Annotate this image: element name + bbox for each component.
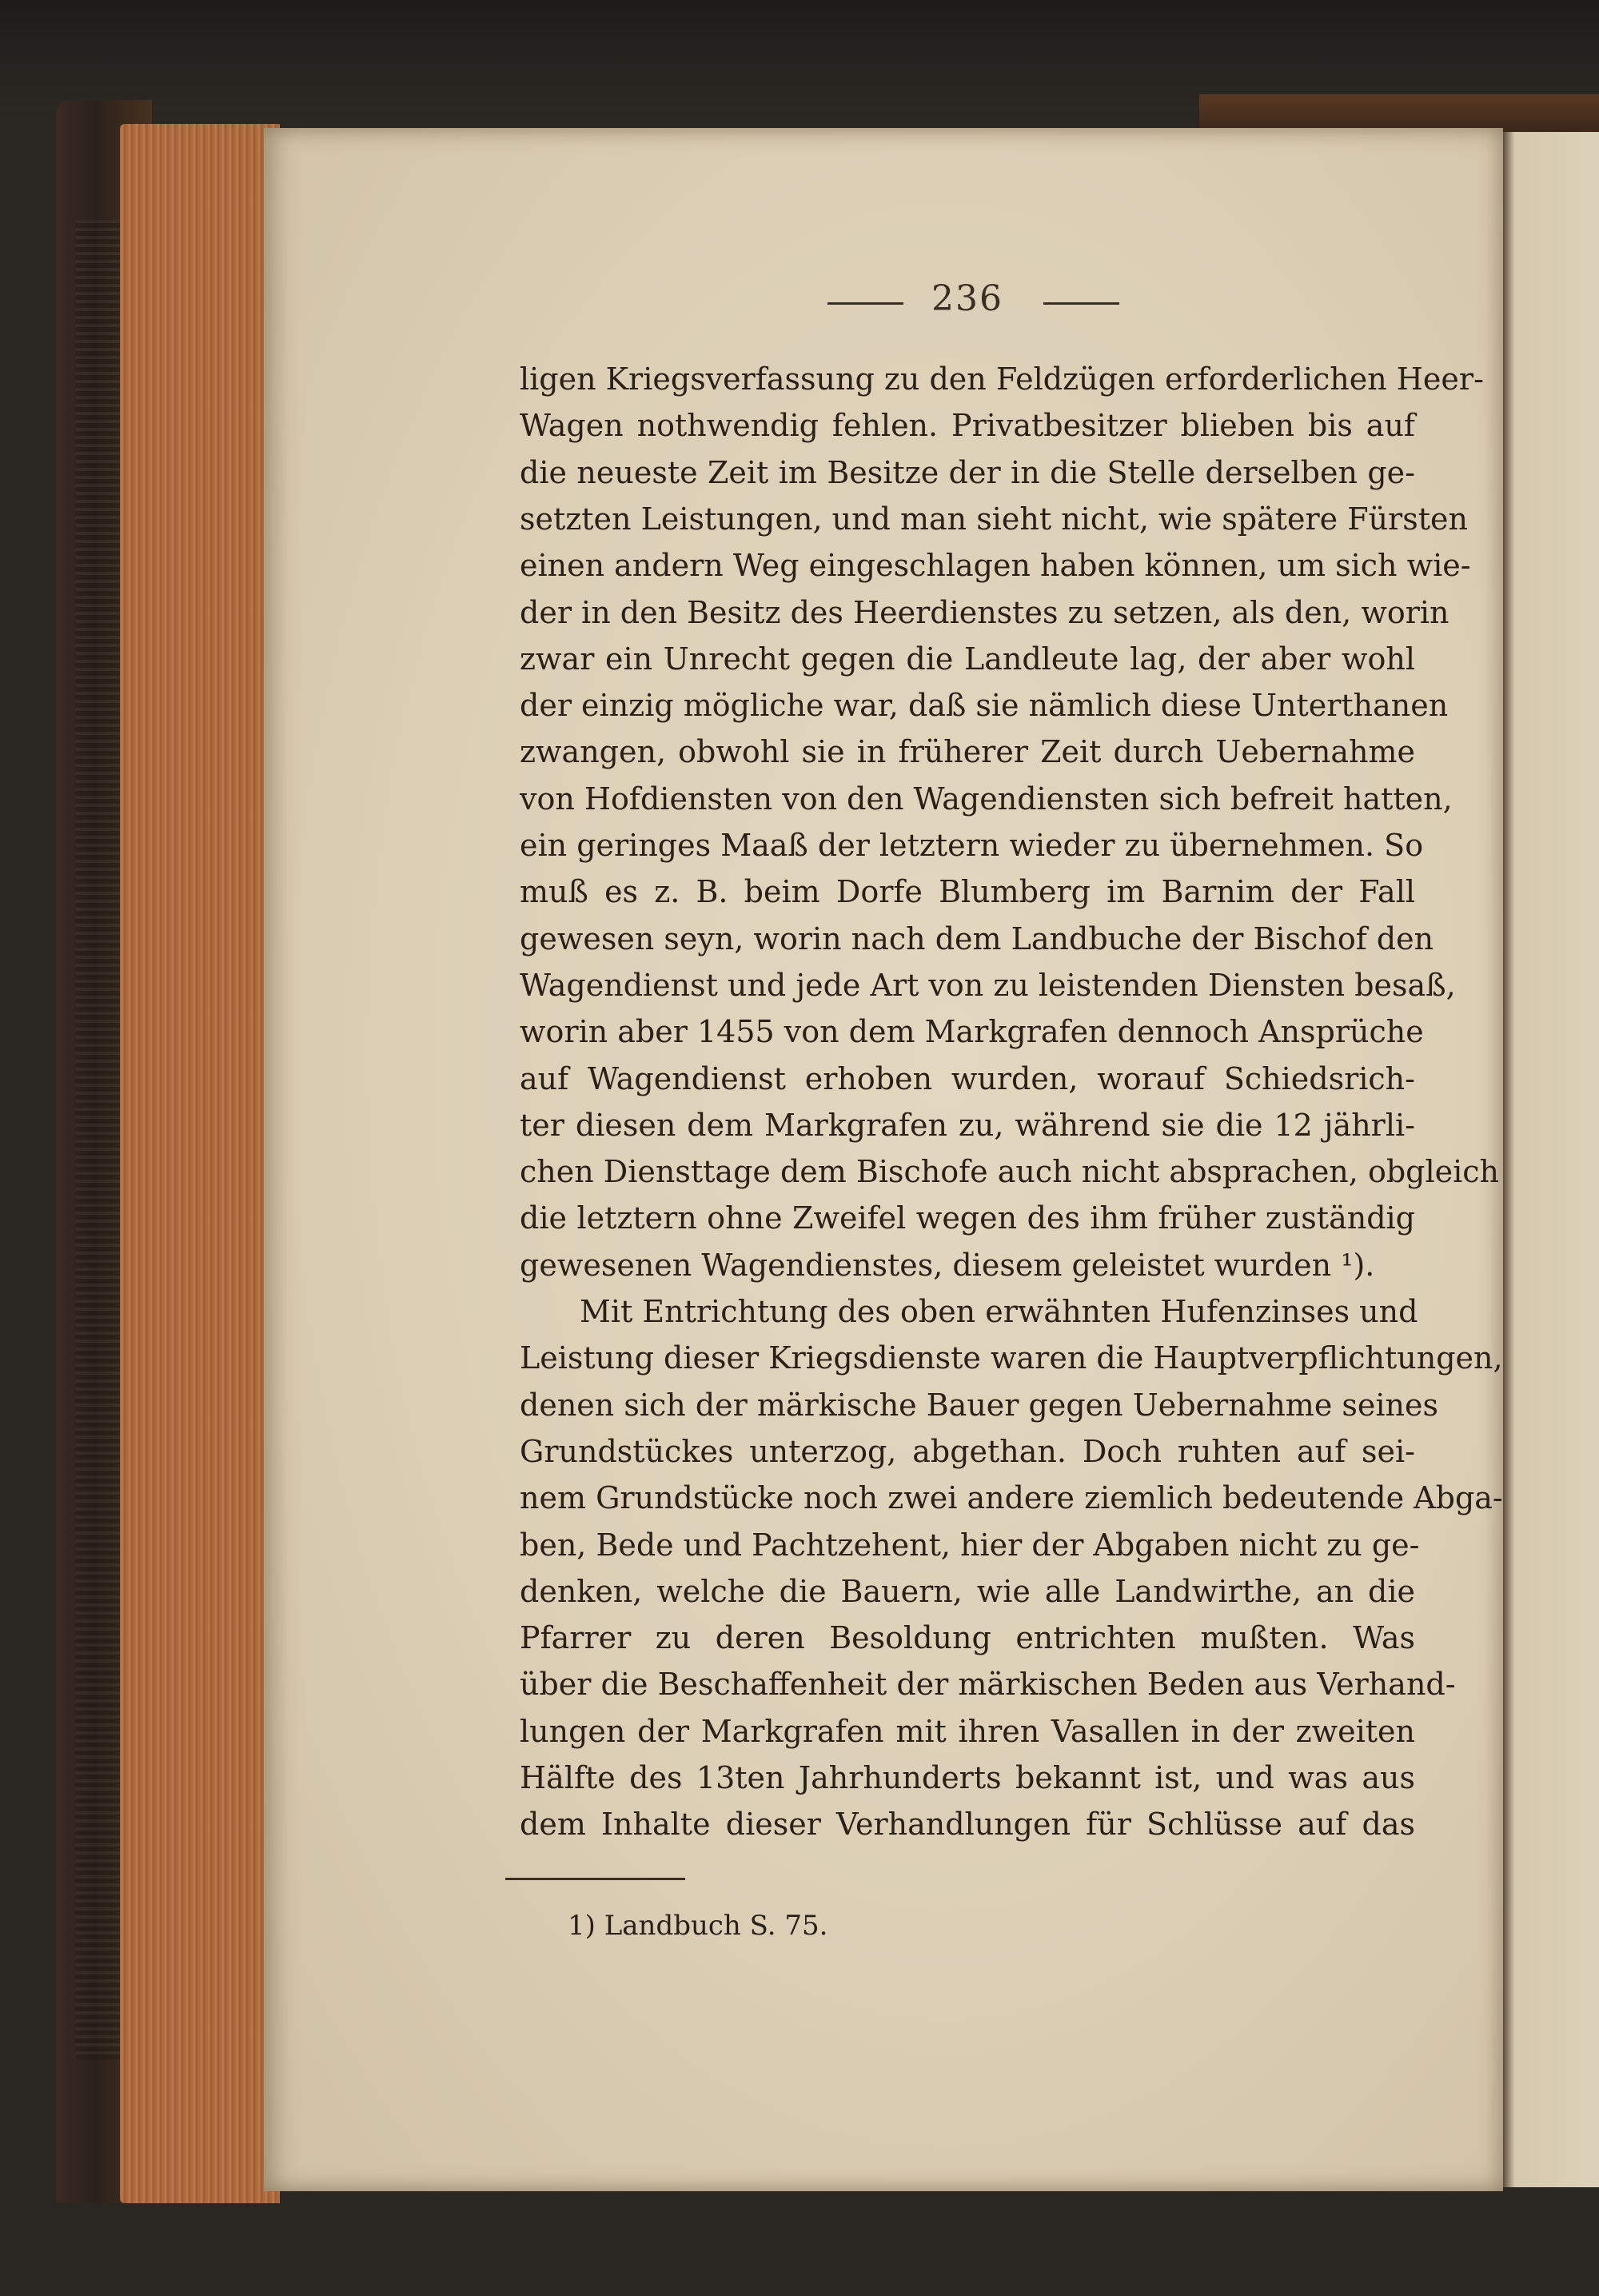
text-line: auf Wagendienst erhoben wurden, worauf Schiedsrich- bbox=[520, 1060, 1415, 1096]
text-line: lungen der Markgrafen mit ihren Vasallen in der zweiten bbox=[520, 1713, 1415, 1749]
text-line: dem Inhalte dieser Verhandlungen für Schlüsse auf das bbox=[520, 1807, 1415, 1843]
text-line: über die Beschaffenheit der märkischen Beden aus Verhand- bbox=[520, 1667, 1456, 1703]
text-line: die neueste Zeit im Besitze der in die Stelle derselben ge- bbox=[520, 454, 1415, 490]
text-line: Grundstückes unterzog, abgethan. Doch ruhten auf sei- bbox=[520, 1433, 1415, 1469]
page-number-dash-left bbox=[827, 302, 903, 305]
text-line: Pfarrer zu deren Besoldung entrichten mußten. Was bbox=[520, 1620, 1415, 1656]
text-line: Wagen nothwendig fehlen. Privatbesitzer blieben bis auf bbox=[520, 408, 1415, 444]
page-edges bbox=[120, 124, 280, 2203]
text-line: setzten Leistungen, und man sieht nicht, wie spätere Fürsten bbox=[520, 501, 1468, 537]
text-line: Leistung dieser Kriegsdienste waren die Hauptverpflichtungen, bbox=[520, 1340, 1503, 1376]
text-line: ter diesen dem Markgrafen zu, während sie die 12 jährli- bbox=[520, 1107, 1415, 1143]
text-line: einen andern Weg eingeschlagen haben können, um sich wie- bbox=[520, 548, 1471, 584]
text-line: Mit Entrichtung des oben erwähnten Hufenzinses und bbox=[580, 1294, 1418, 1329]
text-line: denken, welche die Bauern, wie alle Landwirthe, an die bbox=[520, 1573, 1415, 1609]
book-cover-bottom bbox=[0, 2203, 1599, 2296]
text-line: gewesen seyn, worin nach dem Landbuche der Bischof den bbox=[520, 920, 1434, 956]
facing-page-edge bbox=[1503, 132, 1599, 2187]
text-line: die letztern ohne Zweifel wegen des ihm früher zuständig bbox=[520, 1200, 1415, 1236]
text-line: zwangen, obwohl sie in früherer Zeit durch Uebernahme bbox=[520, 734, 1415, 770]
text-line: ligen Kriegsverfassung zu den Feldzügen erforderlichen Heer- bbox=[520, 361, 1484, 397]
footnote: 1) Landbuch S. 75. bbox=[568, 1910, 828, 1942]
footnote-rule bbox=[505, 1878, 685, 1880]
text-line: gewesenen Wagendienstes, diesem geleistet wurden ¹). bbox=[520, 1247, 1375, 1283]
text-line: ben, Bede und Pachtzehent, hier der Abgaben nicht zu ge- bbox=[520, 1527, 1420, 1563]
text-line: Hälfte des 13ten Jahrhunderts bekannt ist, und was aus bbox=[520, 1760, 1415, 1795]
text-line: von Hofdiensten von den Wagendiensten sich befreit hatten, bbox=[520, 781, 1453, 817]
text-line: der in den Besitz des Heerdienstes zu setzen, als den, worin bbox=[520, 594, 1449, 630]
text-line: Wagendienst und jede Art von zu leistenden Diensten besaß, bbox=[520, 967, 1456, 1003]
text-line: worin aber 1455 von dem Markgrafen dennoch Ansprüche bbox=[520, 1014, 1424, 1050]
text-line: denen sich der märkische Bauer gegen Uebernahme seines bbox=[520, 1387, 1438, 1423]
book-spine-strip bbox=[1199, 94, 1599, 133]
page-number: 236 bbox=[931, 278, 1003, 319]
text-line: chen Diensttage dem Bischofe auch nicht absprachen, obgleich bbox=[520, 1154, 1500, 1190]
text-line: der einzig mögliche war, daß sie nämlich diese Unterthanen bbox=[520, 688, 1449, 724]
text-line: muß es z. B. beim Dorfe Blumberg im Barnim der Fall bbox=[520, 874, 1415, 910]
page-number-dash-right bbox=[1043, 302, 1119, 305]
text-line: nem Grundstücke noch zwei andere ziemlich bedeutende Abga- bbox=[520, 1480, 1503, 1516]
text-line: ein geringes Maaß der letztern wieder zu übernehmen. So bbox=[520, 828, 1424, 863]
text-line: zwar ein Unrecht gegen die Landleute lag, der aber wohl bbox=[520, 641, 1415, 677]
